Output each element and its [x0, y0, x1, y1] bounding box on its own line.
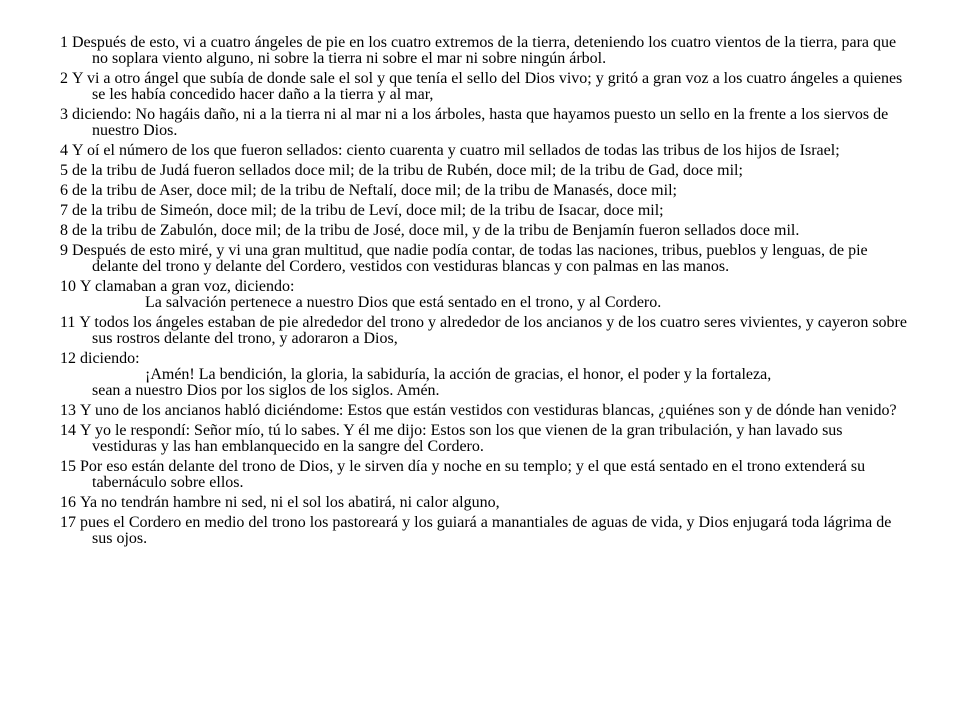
- verse-text: Y todos los ángeles estaban de pie alrededor del trono y alrededor de los ancianos y de los cuatro seres vivientes, y cayeron sobre sus rostros delante del trono, y adoraron a Dios,: [79, 314, 907, 347]
- verse-number: 13: [60, 402, 76, 419]
- verse-12: [60, 351, 910, 399]
- verse-number: 10: [60, 278, 76, 295]
- verse-1: [60, 35, 910, 67]
- verse-text: Y oí el número de los que fueron sellados: ciento cuarenta y cuatro mil sellados de todas las tribus de los hijos de Israel;: [72, 142, 840, 159]
- verse-text: Y vi a otro ángel que subía de donde sale el sol y que tenía el sello del Dios vivo; y gritó a gran voz a los cuatro ángeles a quienes se les había concedido hacer daño a la tierra y al mar,: [72, 70, 903, 103]
- verse-text: Y yo le respondí: Señor mío, tú lo sabes. Y él me dijo: Estos son los que vienen de la gran tribulación, y han lavado sus vestiduras y las han emblanquecido en la sangre del Cordero.: [80, 422, 843, 455]
- verse-number: 2: [60, 70, 68, 87]
- verse-15: [60, 459, 910, 491]
- verse-number: 17: [60, 514, 76, 531]
- verse-3: [60, 107, 910, 139]
- verse-text: de la tribu de Zabulón, doce mil; de la tribu de José, doce mil, y de la tribu de Benjamín fueron sellados doce mil.: [72, 222, 800, 239]
- verse-10: [60, 279, 910, 311]
- verse-text: Después de esto miré, y vi una gran multitud, que nadie podía contar, de todas las naciones, tribus, pueblos y lenguas, de pie delante del trono y delante del Cordero, vestidos con vestiduras blancas y con palmas en las manos.: [72, 242, 868, 275]
- verse-number: 5: [60, 162, 68, 179]
- verse-text: de la tribu de Aser, doce mil; de la tribu de Neftalí, doce mil; de la tribu de Manasés, doce mil;: [72, 182, 677, 199]
- verse-number: 1: [60, 34, 68, 51]
- verse-number: 4: [60, 142, 68, 159]
- verse-number: 16: [60, 494, 76, 511]
- verse-11: [60, 315, 910, 347]
- verse-number: 14: [60, 422, 76, 439]
- verse-number: 15: [60, 458, 76, 475]
- verse-text: Después de esto, vi a cuatro ángeles de pie en los cuatro extremos de la tierra, deteniendo los cuatro vientos de la tierra, para que no soplara viento alguno, ni sobre la tierra ni sobre el mar ni sobre ningún árbol.: [72, 34, 897, 67]
- verse-5: [60, 163, 910, 179]
- verse-17: [60, 515, 910, 547]
- verse-7: [60, 203, 910, 219]
- verse-text: Ya no tendrán hambre ni sed, ni el sol los abatirá, ni calor alguno,: [80, 494, 500, 511]
- verse-number: 12: [60, 350, 76, 367]
- verse-14: [60, 423, 910, 455]
- verse-text: diciendo:: [80, 350, 140, 367]
- verse-4: [60, 143, 910, 159]
- verse-text: de la tribu de Judá fueron sellados doce mil; de la tribu de Rubén, doce mil; de la tribu de Gad, doce mil;: [72, 162, 743, 179]
- verse-text: Y clamaban a gran voz, diciendo:: [80, 278, 295, 295]
- verse-13: [60, 403, 910, 419]
- verse-text: Por eso están delante del trono de Dios, y le sirven día y noche en su templo; y el que está sentado en el trono extenderá su tabernáculo sobre ellos.: [80, 458, 866, 491]
- verse-quote-continuation: sean a nuestro Dios por los siglos de los siglos. Amén.: [92, 382, 440, 399]
- verse-number: 7: [60, 202, 68, 219]
- verse-number: 6: [60, 182, 68, 199]
- verse-16: [60, 495, 910, 511]
- verse-quote: La salvación pertenece a nuestro Dios que está sentado en el trono, y al Cordero.: [145, 294, 662, 311]
- verse-text: Y uno de los ancianos habló diciéndome: Estos que están vestidos con vestiduras blancas, ¿quiénes son y de dónde han venido?: [80, 402, 897, 419]
- verse-quote: ¡Amén! La bendición, la gloria, la sabiduría, la acción de gracias, el honor, el poder y la fortaleza,: [145, 366, 772, 383]
- verse-text: pues el Cordero en medio del trono los pastoreará y los guiará a manantiales de aguas de vida, y Dios enjugará toda lágrima de sus ojos.: [80, 514, 892, 547]
- verse-6: [60, 183, 910, 199]
- verse-number: 3: [60, 106, 68, 123]
- verse-text: de la tribu de Simeón, doce mil; de la tribu de Leví, doce mil; de la tribu de Isacar, doce mil;: [72, 202, 664, 219]
- verse-text: diciendo: No hagáis daño, ni a la tierra ni al mar ni a los árboles, hasta que hayamos puesto un sello en la frente a los siervos de nuestro Dios.: [72, 106, 889, 139]
- verse-number: 8: [60, 222, 68, 239]
- verse-number: 9: [60, 242, 68, 259]
- verse-2: [60, 71, 910, 103]
- verse-list: [60, 35, 910, 551]
- verse-number: 11: [60, 314, 76, 331]
- verse-8: [60, 223, 910, 239]
- verse-9: [60, 243, 910, 275]
